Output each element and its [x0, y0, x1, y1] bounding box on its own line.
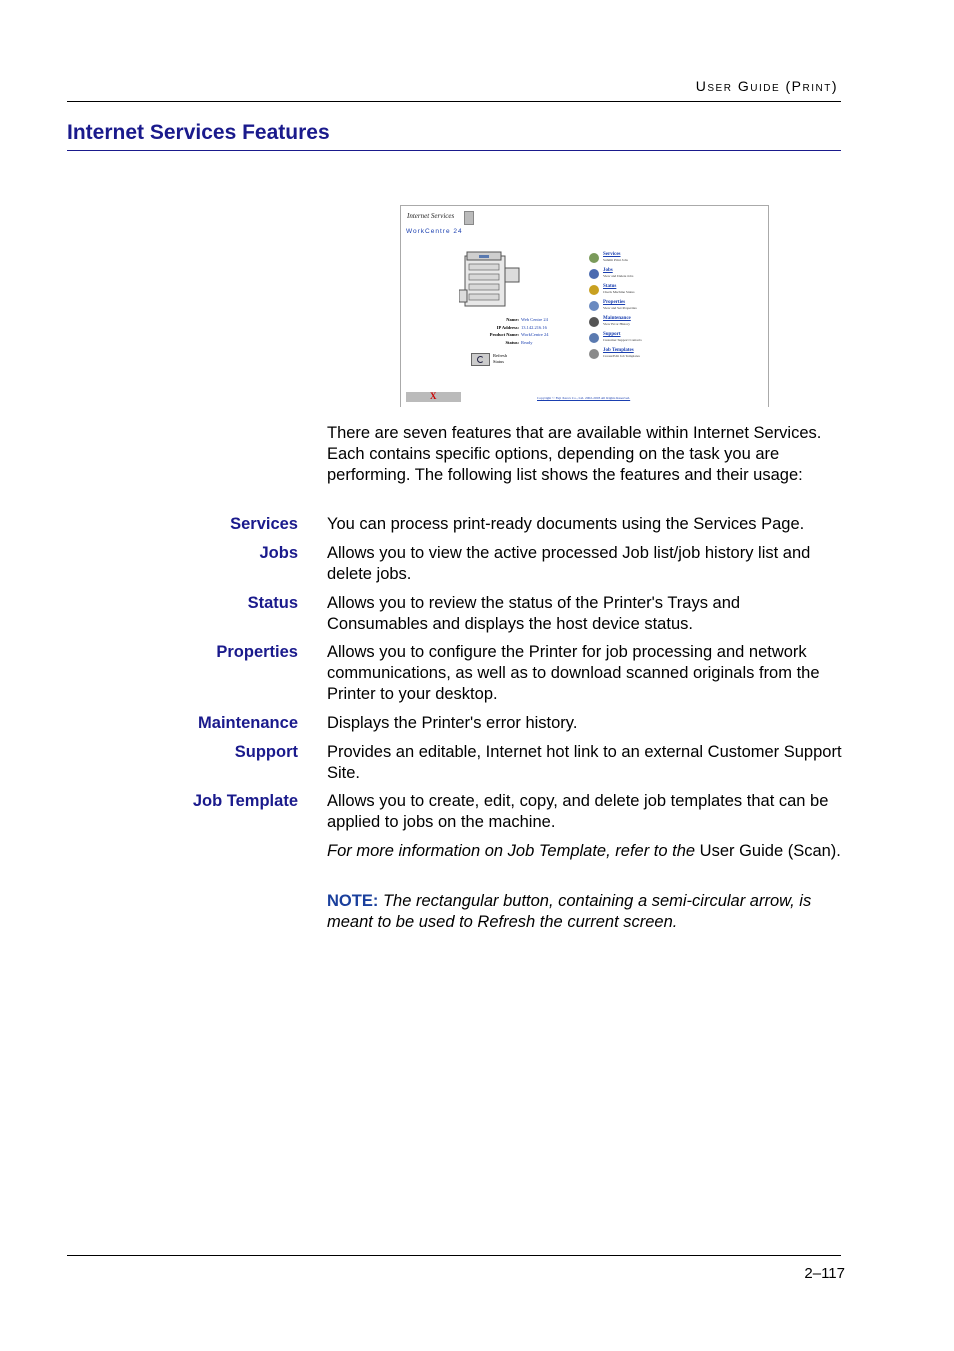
properties-icon	[589, 301, 599, 311]
definition-services: You can process print-ready documents using the Services Page.	[327, 515, 805, 533]
term-maintenance: Maintenance	[198, 714, 298, 732]
menu-item-jobs[interactable]: Jobs View and Delete Jobs	[589, 268, 642, 284]
definition-job-template: Allows you to create, edit, copy, and delete job templates that can be applied to jobs on the machine.	[327, 792, 829, 831]
title-rule	[67, 150, 841, 151]
term-job-template: Job Template	[192, 792, 298, 810]
services-menu	[589, 252, 642, 364]
header-rule	[67, 101, 841, 102]
running-header: User Guide (Print)	[695, 78, 838, 94]
section-title: Internet Services Features	[67, 121, 330, 144]
menu-item-status[interactable]: Status Check Machine Status	[589, 284, 642, 300]
copyright-link[interactable]: Copyright © Fuji Xerox Co., Ltd. 2002-2003 All Rights Reserved.	[537, 396, 631, 400]
more-info-paragraph: For more information on Job Template, refer to the User Guide (Scan).	[327, 842, 841, 860]
menu-item-maintenance[interactable]: Maintenance View Error History	[589, 316, 642, 332]
device-info: Name: Web Centre 24 IP Address: 13.142.216.16 Product Name: WorkCentre 24 Status: Ready	[489, 317, 549, 345]
definition-jobs: Allows you to view the active processed Job list/job history list and delete jobs.	[327, 544, 811, 583]
intro-paragraph: There are seven features that are available within Internet Services. Each contains specific options, depending on the task you are performing. The following list shows the features and their usage:	[327, 424, 822, 484]
printer-icon	[464, 211, 474, 225]
services-icon	[589, 253, 599, 263]
menu-item-job-templates[interactable]: Job Templates Create/Edit Job Templates	[589, 348, 642, 364]
term-status: Status	[247, 594, 298, 612]
definition-support: Provides an editable, Internet hot link to an external Customer Support Site.	[327, 743, 842, 782]
term-services: Services	[230, 515, 298, 533]
definition-maintenance: Displays the Printer's error history.	[327, 714, 578, 732]
definition-status: Allows you to review the status of the Printer's Trays and Consumables and displays the host device status.	[327, 594, 741, 633]
note-paragraph: NOTE: The rectangular button, containing a semi-circular arrow, is meant to be used to Refresh the current screen.	[327, 892, 812, 931]
footer-rule	[67, 1255, 841, 1256]
internet-services-screenshot	[400, 205, 769, 407]
xerox-logo: X	[406, 392, 461, 402]
refresh-button[interactable]	[471, 353, 490, 366]
shot-title: Internet Services	[407, 212, 455, 220]
menu-item-properties[interactable]: Properties View and Set Properties	[589, 300, 642, 316]
job-templates-icon	[589, 349, 599, 359]
menu-item-support[interactable]: Support Customer Support Contacts	[589, 332, 642, 348]
term-properties: Properties	[216, 643, 298, 661]
status-icon	[589, 285, 599, 295]
maintenance-icon	[589, 317, 599, 327]
refresh-label: Refresh Status	[493, 353, 507, 364]
shot-model: WorkCentre 24	[406, 228, 463, 235]
jobs-icon	[589, 269, 599, 279]
menu-item-services[interactable]: Services Submit Print Jobs	[589, 252, 642, 268]
definition-properties: Allows you to configure the Printer for job processing and network communications, as well as to download scanned originals from the Printer to your desktop.	[327, 643, 820, 703]
copier-machine-icon	[459, 250, 525, 312]
term-support: Support	[234, 743, 298, 761]
support-icon	[589, 333, 599, 343]
page-number: 2–117	[804, 1265, 845, 1282]
term-jobs: Jobs	[259, 544, 298, 562]
